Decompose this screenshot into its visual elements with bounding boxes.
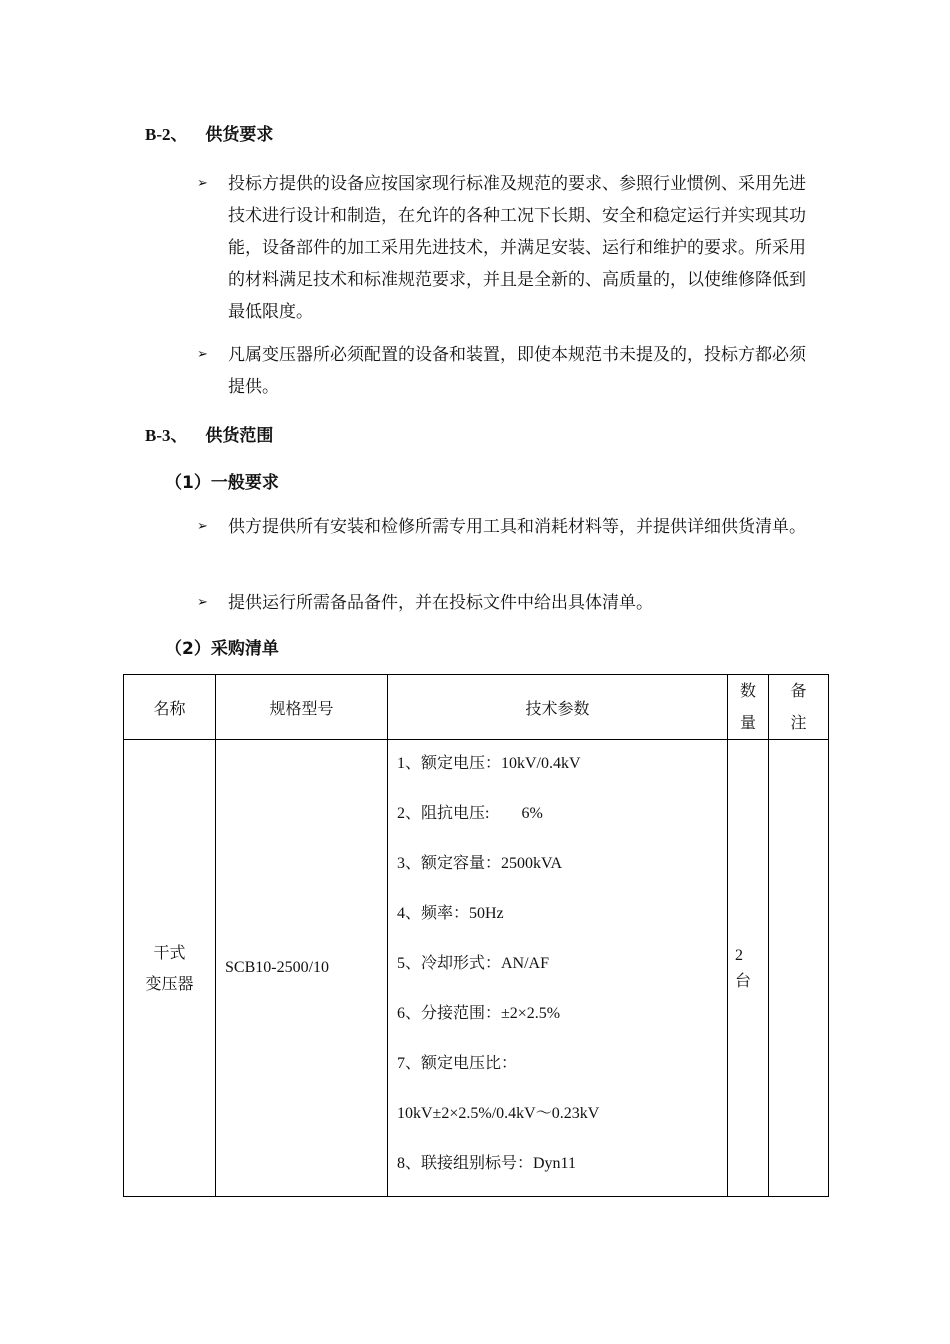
param-line: 6、分接范围：±2×2.5%	[397, 1005, 561, 1022]
section-title: 供货范围	[205, 426, 274, 446]
procurement-table	[123, 674, 829, 1197]
cell-name-line1: 干式	[153, 943, 186, 962]
header-note-line1: 备	[790, 681, 807, 700]
cell-quantity-unit: 台	[735, 971, 752, 990]
header-model: 规格型号	[216, 675, 388, 740]
header-params: 技术参数	[388, 675, 728, 740]
cell-name	[124, 740, 216, 1197]
param-line: 4、频率：50Hz	[397, 905, 504, 922]
param-line: 10kV±2×2.5%/0.4kV～0.23kV	[397, 1105, 600, 1122]
arrowhead-bullet-icon: ➢	[197, 595, 208, 610]
param-line: 8、联接组别标号：Dyn11	[397, 1155, 576, 1172]
header-note	[769, 675, 829, 740]
arrowhead-bullet-icon: ➢	[197, 519, 208, 534]
list-item	[197, 587, 817, 619]
cell-quantity-value: 2	[735, 947, 743, 964]
table-row	[124, 740, 829, 1197]
section-number: B-2、	[145, 125, 188, 144]
cell-quantity	[728, 740, 769, 1197]
list-item-text: 供方提供所有安装和检修所需专用工具和消耗材料等，并提供详细供货清单。	[228, 517, 806, 537]
param-line: 7、额定电压比：	[397, 1055, 518, 1072]
table-header-row	[124, 675, 829, 740]
cell-note	[769, 740, 829, 1197]
param-line: 5、冷却形式：AN/AF	[397, 955, 550, 972]
list-item-text: 凡属变压器所必须配置的设备和装置，即使本规范书未提及的，投标方都必须提供。	[228, 345, 806, 397]
subsection-heading-procurement: （2）采购清单	[165, 639, 279, 659]
cell-params	[388, 740, 728, 1197]
header-name: 名称	[124, 675, 216, 740]
section-title: 供货要求	[205, 125, 274, 145]
section-number: B-3、	[145, 426, 188, 445]
list-item	[197, 339, 817, 403]
cell-model: SCB10-2500/10	[216, 740, 388, 1197]
list-item	[197, 511, 817, 543]
arrowhead-bullet-icon: ➢	[197, 176, 208, 191]
header-note-line2: 注	[790, 713, 807, 732]
subsection-heading-general: （1）一般要求	[165, 473, 279, 493]
cell-name-line2: 变压器	[145, 974, 194, 993]
list-item	[197, 168, 817, 328]
param-line: 2、阻抗电压: 6%	[397, 805, 543, 822]
list-item-text: 投标方提供的设备应按国家现行标准及规范的要求、参照行业惯例、采用先进技术进行设计和制造，在允许的各种工况下长期、安全和稳定运行并实现其功能，设备部件的加工采用先进技术，并满足安装、运行和维护的要求。所采用的材料满足技术和标准规范要求，并且是全新的、高质量的，以使维修降低到最低限度。	[228, 174, 806, 322]
param-line: 3、额定容量：2500kVA	[397, 855, 563, 872]
section-heading-b2	[145, 120, 273, 145]
param-line: 1、额定电压：10kV/0.4kV	[397, 755, 581, 772]
section-heading-b3	[145, 421, 273, 446]
header-quantity	[728, 675, 769, 740]
header-quantity-line2: 量	[739, 713, 756, 732]
header-quantity-line1: 数	[739, 681, 756, 700]
arrowhead-bullet-icon: ➢	[197, 347, 208, 362]
list-item-text: 提供运行所需备品备件，并在投标文件中给出具体清单。	[228, 593, 653, 613]
